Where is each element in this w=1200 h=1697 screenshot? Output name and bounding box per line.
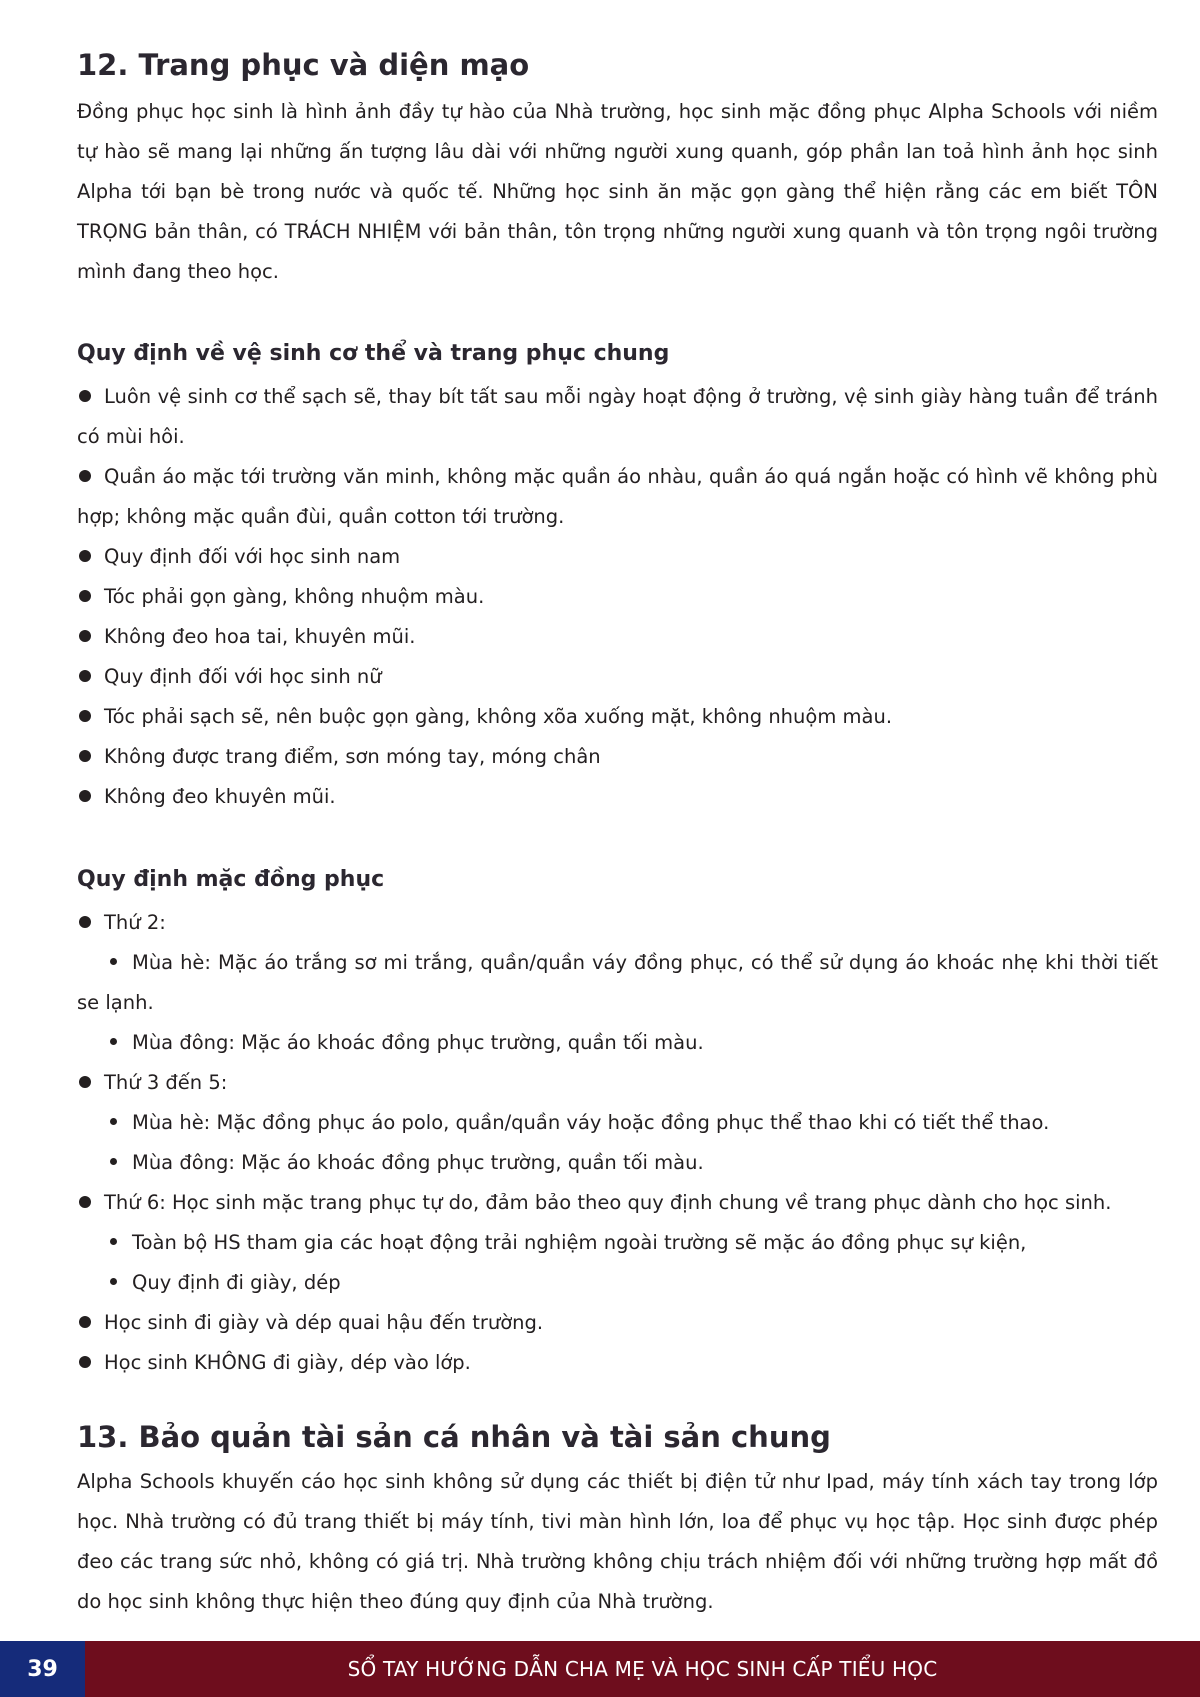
bullet-icon (79, 590, 91, 602)
section-12-title: 12. Trang phục và diện mạo (77, 48, 530, 82)
page-number: 39 (0, 1641, 85, 1697)
list-item: Không được trang điểm, sơn móng tay, móng chân (77, 737, 1158, 777)
list-item: Thứ 2: (77, 903, 1158, 943)
section-12-intro: Đồng phục học sinh là hình ảnh đầy tự hào của Nhà trường, học sinh mặc đồng phục Alpha Schools với niềm tự hào sẽ mang lại những ấn tượng lâu dài với những người xung quanh, góp phần lan toả hình ảnh học sinh Alpha tới bạn bè trong nước và quốc tế. Những học sinh ăn mặc gọn gàng thể hiện rằng các em biết TÔN TRỌNG bản thân, có TRÁCH NHIỆM với bản thân, tôn trọng những người xung quanh và tôn trọng ngôi trường mình đang theo học. (77, 100, 1158, 283)
bullet-icon (79, 670, 91, 682)
bullet-icon (79, 470, 91, 482)
list-item: Quy định đối với học sinh nam (77, 537, 1158, 577)
list-item: Luôn vệ sinh cơ thể sạch sẽ, thay bít tất sau mỗi ngày hoạt động ở trường, vệ sinh giày hàng tuần để tránh có mùi hôi. (77, 385, 1158, 448)
list-item: Tóc phải sạch sẽ, nên buộc gọn gàng, không xõa xuống mặt, không nhuộm màu. (77, 697, 1158, 737)
list-item: Không đeo hoa tai, khuyên mũi. (77, 617, 1158, 657)
sub-list-item: Quy định đi giày, dép (77, 1263, 1158, 1303)
section-13-title: 13. Bảo quản tài sản cá nhân và tài sản chung (77, 1420, 831, 1454)
section-13-body: Alpha Schools khuyến cáo học sinh không sử dụng các thiết bị điện tử như Ipad, máy tính xách tay trong lớp học. Nhà trường có đủ trang thiết bị máy tính, tivi màn hình lớn, loa để phục vụ học tập. Học sinh được phép đeo các trang sức nhỏ, không có giá trị. Nhà trường không chịu trách nhiệm đối với những trường hợp mất đồ do học sinh không thực hiện theo đúng quy định của Nhà trường. (77, 1470, 1158, 1613)
footer-bar (0, 1641, 1200, 1697)
sub-list-item: Mùa đông: Mặc áo khoác đồng phục trường, quần tối màu. (77, 1143, 1158, 1183)
sub-bullet-icon (110, 1118, 117, 1125)
bullet-icon (79, 710, 91, 722)
footer-title: SỔ TAY HƯỚNG DẪN CHA MẸ VÀ HỌC SINH CẤP TIỂU HỌC (347, 1657, 938, 1681)
sub-list-item: Mùa đông: Mặc áo khoác đồng phục trường, quần tối màu. (77, 1023, 1158, 1063)
bullet-icon (79, 750, 91, 762)
list-item: Không đeo khuyên mũi. (77, 777, 1158, 817)
sub-bullet-icon (110, 1038, 117, 1045)
list-item: Tóc phải gọn gàng, không nhuộm màu. (77, 577, 1158, 617)
list-item: Quy định đối với học sinh nữ (77, 657, 1158, 697)
list-item: Thứ 3 đến 5: (77, 1063, 1158, 1103)
sub-list-item: Toàn bộ HS tham gia các hoạt động trải nghiệm ngoài trường sẽ mặc áo đồng phục sự kiện, (77, 1223, 1158, 1263)
list-item: Học sinh KHÔNG đi giày, dép vào lớp. (77, 1343, 1158, 1383)
bullet-icon (79, 630, 91, 642)
sub-bullet-icon (110, 958, 117, 965)
list-item: Học sinh đi giày và dép quai hậu đến trường. (77, 1303, 1158, 1343)
bullet-icon (79, 916, 91, 928)
bullet-icon (79, 1316, 91, 1328)
sub-bullet-icon (110, 1238, 117, 1245)
sub-list-item: Mùa hè: Mặc đồng phục áo polo, quần/quần váy hoặc đồng phục thể thao khi có tiết thể thao. (77, 1103, 1158, 1143)
bullet-icon (79, 1356, 91, 1368)
list-item: Thứ 6: Học sinh mặc trang phục tự do, đảm bảo theo quy định chung về trang phục dành cho học sinh. (77, 1183, 1158, 1223)
hygiene-heading: Quy định về vệ sinh cơ thể và trang phục chung (77, 341, 670, 366)
sub-list-item: Mùa hè: Mặc áo trắng sơ mi trắng, quần/quần váy đồng phục, có thể sử dụng áo khoác nhẹ khi thời tiết se lạnh. (77, 951, 1158, 1014)
bullet-icon (79, 790, 91, 802)
bullet-icon (79, 1196, 91, 1208)
bullet-icon (79, 390, 91, 402)
list-item: Quần áo mặc tới trường văn minh, không mặc quần áo nhàu, quần áo quá ngắn hoặc có hình vẽ không phù hợp; không mặc quần đùi, quần cotton tới trường. (77, 465, 1158, 528)
sub-bullet-icon (110, 1278, 117, 1285)
bullet-icon (79, 550, 91, 562)
uniform-heading: Quy định mặc đồng phục (77, 867, 385, 892)
bullet-icon (79, 1076, 91, 1088)
sub-bullet-icon (110, 1158, 117, 1165)
